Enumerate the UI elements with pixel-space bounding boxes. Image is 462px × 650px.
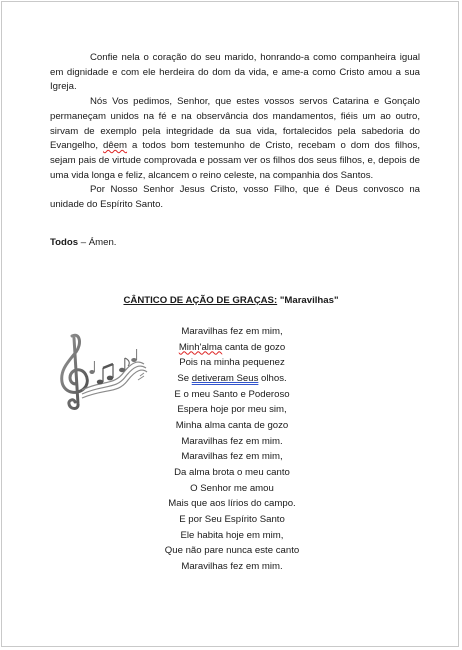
song-title xyxy=(2,294,460,308)
document-page xyxy=(1,1,459,647)
prayer-text xyxy=(50,51,420,213)
lyric-line: Minh'alma canta de gozo xyxy=(178,341,286,353)
amen-text: – Ámen. xyxy=(78,237,117,248)
paragraph-1: Confie nela o coração do seu marido, honrando-a como companheira igual em dignidade e com ele herdeira do dom da vida, e ame-a como Cristo amou a sua Igreja. xyxy=(50,52,420,93)
amen-line xyxy=(50,236,116,250)
lyric-line: Maravilhas fez em mim. xyxy=(181,435,283,447)
lyric-line: Minha alma canta de gozo xyxy=(175,419,289,431)
paragraph-2: Nós Vos pedimos, Senhor, que estes vossos servos Catarina e Gonçalo permaneçam unidos na fé e na observância dos mandamentos, fiéis um ao outro, sirvam de exemplo pela integridade da sua vida, fortalecidos pela sabedoria do Evangelho, dêem a todos bom testemunho de Cristo, recebam o dom dos filhos, sejam pais de virtude comprovada e possam ver os filhos dos seus filhos, e, depois de uma vida longa e feliz, alcancem o reino celeste, na companhia dos Santos. xyxy=(50,96,421,181)
amen-label: Todos xyxy=(50,237,79,248)
lyric-line: E por Seu Espírito Santo xyxy=(179,513,285,525)
song-lyrics xyxy=(122,324,342,575)
lyric-line: Pois na minha pequenez xyxy=(179,357,285,369)
lyric-line: Espera hoje por meu sim, xyxy=(177,404,287,416)
lyric-line: Se detiveram Seus olhos. xyxy=(177,372,287,384)
spelling-flagged-word: dêem xyxy=(103,140,128,152)
lyric-line: Ele habita hoje em mim, xyxy=(180,529,284,541)
song-title-name: "Maravilhas" xyxy=(277,295,339,306)
spelling-flagged-word: Minh'alma xyxy=(178,341,223,353)
lyric-line: Da alma brota o meu canto xyxy=(174,466,290,478)
paragraph-3: Por Nosso Senhor Jesus Cristo, vosso Filho, que é Deus convosco na unidade do Espírito Santo. xyxy=(50,184,420,211)
lyric-line: Maravilhas fez em mim, xyxy=(181,326,283,337)
lyric-line: Maravilhas fez em mim. xyxy=(181,560,283,572)
lyric-line: Maravilhas fez em mim, xyxy=(181,451,283,463)
lyric-line: O Senhor me amou xyxy=(190,482,274,494)
lyric-line: Que não pare nunca este canto xyxy=(164,545,300,557)
song-title-prefix: CÂNTICO DE AÇÃO DE GRAÇAS: xyxy=(123,295,278,306)
lyric-line: Mais que aos lírios do campo. xyxy=(168,498,296,510)
lyric-line: E o meu Santo e Poderoso xyxy=(174,388,290,400)
grammar-flagged-phrase: detiveram Seus xyxy=(191,372,259,384)
